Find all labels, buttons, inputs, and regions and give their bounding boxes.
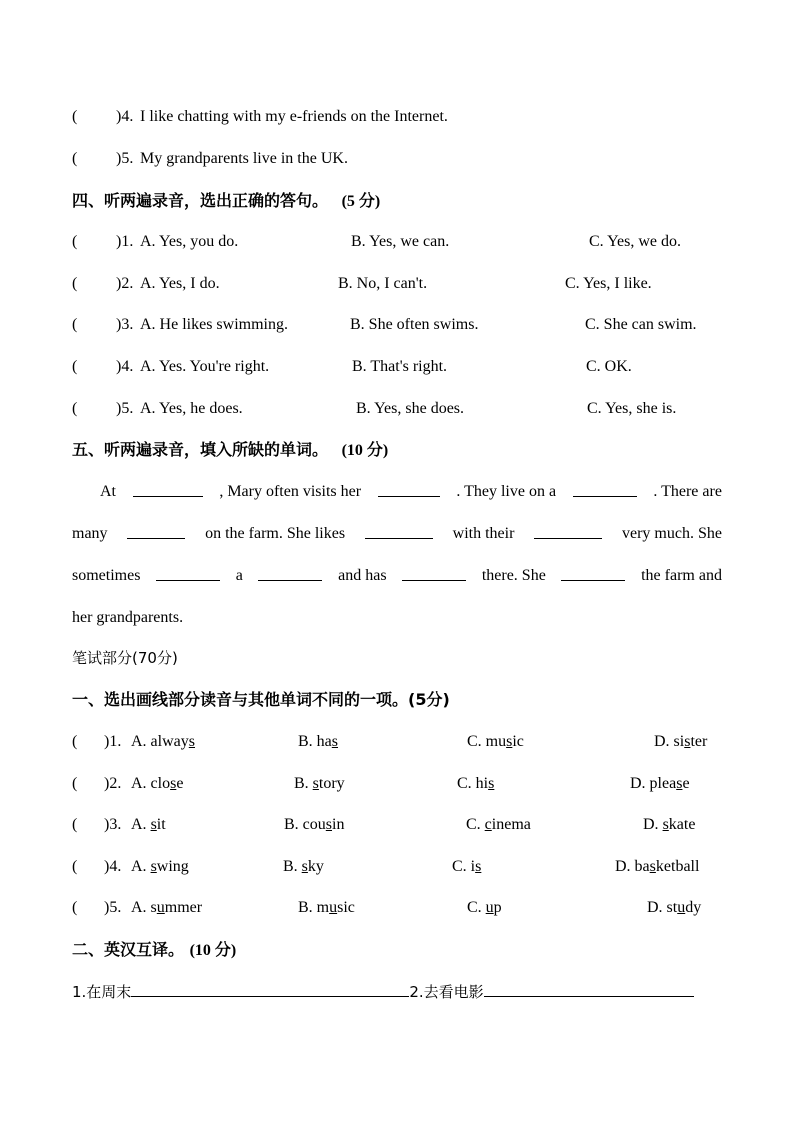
underlined-letter: s [170,775,177,792]
option-c: C. Yes, she is. [587,400,677,417]
text-segment: A. s [131,899,157,916]
question-number: )4. [104,858,122,875]
question-row [72,772,722,796]
text-segment: D. [643,816,663,833]
text-segment: A. [131,858,151,875]
question-row [72,313,722,337]
text-segment: kate [668,816,696,833]
blank-3[interactable] [573,480,637,497]
section-score: (10 分) [189,942,237,959]
answer-paren[interactable]: ( [72,733,78,750]
cloze-paragraph [72,480,722,648]
option-a: A. He likes swimming. [140,316,288,333]
option-b: B. She often swims. [350,316,479,333]
option-c [466,813,531,837]
underlined-letter: s [662,816,669,833]
blank-7[interactable] [156,564,220,581]
answer-paren[interactable]: ( [72,775,78,792]
question-row [72,397,722,421]
question-number: )4. [116,358,134,375]
section-heading [72,438,722,462]
paragraph-line [72,564,722,606]
answer-paren[interactable]: ( [72,858,78,875]
blank-5[interactable] [365,522,433,539]
text-segment: sic [337,899,355,916]
option-c [467,730,524,754]
question-row [72,272,722,296]
option-a [131,772,183,796]
question-row [72,813,722,837]
blank-2[interactable] [378,480,440,497]
question-number: )3. [104,816,122,833]
option-d [654,730,707,754]
underlined-letter: s [506,733,513,750]
text-segment: C. [466,816,485,833]
question-row [72,355,722,379]
underlined-letter: s [475,858,482,875]
text-segment: e [176,775,184,792]
question-text: I like chatting with my e-friends on the Internet. [140,108,448,125]
text-segment: p [493,899,502,916]
text-segment: C. i [452,858,476,875]
question-number: )5. [116,150,134,167]
option-d [615,855,699,879]
question-row [72,896,722,920]
blank-6[interactable] [534,522,602,539]
text-segment: D. plea [630,775,677,792]
text-segment: very much. She [621,525,722,542]
text-segment: inema [491,816,531,833]
translation-prompt-2: 2.去看电影 [409,983,484,1001]
text-segment: ter [690,733,708,750]
section-title: 二、英汉互译。 [72,940,185,959]
answer-paren[interactable]: ( [72,108,78,125]
underlined-letter: u [677,899,686,916]
text-segment: B. [294,775,313,792]
option-d [647,896,701,920]
underlined-letter: s [649,858,656,875]
text-segment: a [235,567,243,584]
text-segment: , Mary often visits her [219,483,362,500]
answer-paren[interactable]: ( [72,358,78,375]
option-a [131,813,166,837]
text-segment: with their [452,525,515,542]
question-text: My grandparents live in the UK. [140,150,348,167]
section-heading [72,189,722,213]
text-segment: B. [283,858,302,875]
text-segment: C. [467,899,486,916]
blank-4[interactable] [127,522,185,539]
text-segment: C. mu [467,733,507,750]
underlined-letter: s [331,733,339,750]
translation-row [72,980,722,1004]
section-title: 四、听两遍录音，选出正确的答句。 [72,191,329,210]
text-segment: many [72,525,108,542]
underlined-letter: u [156,899,165,916]
section-score: (10 分) [341,442,389,459]
answer-paren[interactable]: ( [72,275,78,292]
underlined-letter: u [329,899,338,916]
option-b [284,813,344,837]
option-d [643,813,695,837]
text-segment: D. ba [615,858,650,875]
option-a [131,855,189,879]
underlined-letter: s [150,858,157,875]
text-segment: tory [318,775,345,792]
text-segment: B. m [298,899,330,916]
underlined-letter: s [188,733,195,750]
text-segment: it [156,816,166,833]
question-number: )4. [116,108,134,125]
question-row [72,855,722,879]
question-number: )5. [104,899,122,916]
answer-paren[interactable]: ( [72,316,78,333]
answer-line-2[interactable] [484,980,694,997]
paragraph-line [72,480,722,522]
underlined-letter: u [485,899,494,916]
question-row [72,230,722,254]
option-b: B. Yes, she does. [356,400,465,417]
underlined-letter: c [484,816,492,833]
option-c [467,896,502,920]
option-b [298,730,338,754]
blank-9[interactable] [402,564,466,581]
text-segment: C. hi [457,775,489,792]
text-segment: ketball [655,858,700,875]
question-row [72,147,722,171]
option-b [298,896,355,920]
text-segment: wing [156,858,189,875]
text-segment: A. [131,816,151,833]
text-segment: B. cou [284,816,326,833]
option-b: B. Yes, we can. [351,233,450,250]
text-segment: . They live on a [456,483,557,500]
blank-1[interactable] [133,480,203,497]
question-number: )2. [104,775,122,792]
option-c: C. She can swim. [585,316,697,333]
text-segment: A. clo [131,775,171,792]
paragraph-line [72,522,722,564]
option-c: C. Yes, we do. [589,233,682,250]
option-d [630,772,690,796]
text-segment: e [682,775,690,792]
blank-10[interactable] [561,564,625,581]
option-b: B. No, I can't. [338,275,428,292]
text-segment: there. She [481,567,546,584]
text-segment: the farm and [641,567,722,584]
section-heading [72,938,722,962]
text-segment: sometimes [72,567,141,584]
section-title: 一、选出画线部分读音与其他单词不同的一项。(5分) [72,690,450,709]
blank-8[interactable] [258,564,322,581]
text-segment: in [332,816,345,833]
text-segment: . There are [653,483,722,500]
section-score: (5 分) [341,193,381,210]
question-number: )1. [104,733,122,750]
part-title: 笔试部分(70分) [72,649,178,667]
option-a: A. Yes. You're right. [140,358,270,375]
text-segment: D. st [647,899,678,916]
text-segment: her grandparents. [72,609,184,626]
option-b [283,855,324,879]
text-segment: D. si [654,733,685,750]
option-b: B. That's right. [352,358,448,375]
text-segment: B. ha [298,733,332,750]
section-heading [72,688,722,712]
answer-paren[interactable]: ( [72,816,78,833]
answer-paren[interactable]: ( [72,899,78,916]
text-segment: ic [512,733,524,750]
answer-line-1[interactable] [131,980,409,997]
underlined-letter: s [684,733,691,750]
question-row [72,730,722,754]
answer-paren[interactable]: ( [72,400,78,417]
text-segment: on the farm. She likes [205,525,346,542]
text-segment: dy [685,899,702,916]
answer-paren[interactable]: ( [72,233,78,250]
underlined-letter: s [325,816,333,833]
option-a [131,896,202,920]
option-c: C. Yes, I like. [565,275,652,292]
written-part-title [72,646,722,670]
option-c: C. OK. [586,358,632,375]
underlined-letter: s [312,775,319,792]
question-number: )2. [116,275,134,292]
question-number: )1. [116,233,134,250]
underlined-letter: s [676,775,683,792]
option-a: A. Yes, I do. [140,275,220,292]
option-b [294,772,345,796]
text-segment: A. alway [131,733,189,750]
underlined-letter: s [488,775,495,792]
underlined-letter: s [301,858,308,875]
text-segment: At [100,483,116,500]
option-a [131,730,195,754]
question-number: )3. [116,316,134,333]
text-segment: ky [307,858,324,875]
option-c [457,772,494,796]
underlined-letter: s [150,816,157,833]
question-row [72,105,722,129]
paragraph-line [72,606,722,648]
answer-paren[interactable]: ( [72,150,78,167]
section-title: 五、听两遍录音，填入所缺的单词。 [72,440,329,459]
option-c [452,855,481,879]
option-a: A. Yes, you do. [140,233,239,250]
text-segment: mmer [164,899,203,916]
translation-prompt-1: 1.在周末 [72,983,132,1001]
option-a: A. Yes, he does. [140,400,243,417]
text-segment: and has [338,567,387,584]
question-number: )5. [116,400,134,417]
